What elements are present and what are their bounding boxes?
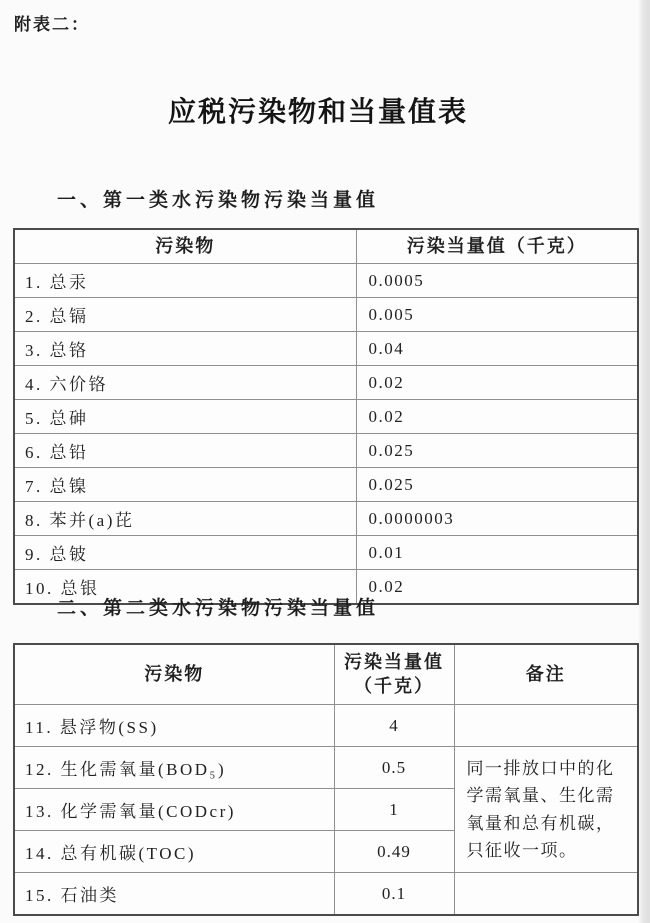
pollutant-name: 6. 总铅 [14,434,356,468]
table-row [14,747,638,789]
page-title: 应税污染物和当量值表 [167,97,468,128]
pollutant-name: 14. 总有机碳(TOC) [14,831,334,873]
page-edge-shadow [638,0,650,923]
equivalent-value: 0.025 [356,434,638,468]
pollutant-name: 9. 总铍 [14,536,356,570]
pollutant-name: 5. 总砷 [14,400,356,434]
equivalent-value: 0.1 [334,873,454,916]
equivalent-value-column-header [334,644,454,705]
pollutant-name: 4. 六价铬 [14,366,356,400]
equivalent-value: 0.005 [356,298,638,332]
pollutant-name: 8. 苯并(a)芘 [14,502,356,536]
annex-label: 附表二： [14,15,90,34]
table-row [14,705,638,747]
equivalent-value: 0.01 [356,536,638,570]
header-line-2: （千克） [354,675,434,696]
table-row [14,468,638,502]
class2-pollutants-table [13,643,639,916]
equivalent-value: 0.025 [356,468,638,502]
table-2-body [14,705,638,916]
equivalent-value: 1 [334,789,454,831]
pollutant-name: 10. 总银 [14,570,356,605]
pollutant-name: 7. 总镍 [14,468,356,502]
table-row [14,502,638,536]
remark-empty [454,705,638,747]
pollutant-column-header: 污染物 [14,644,334,705]
table-row [14,873,638,916]
equivalent-value-column-header: 污染当量值（千克） [356,229,638,264]
equivalent-value: 0.0000003 [356,502,638,536]
equivalent-value: 0.49 [334,831,454,873]
pollutant-name: 12. 生化需氧量(BOD₅) [14,747,334,789]
table-row [14,366,638,400]
table-row [14,332,638,366]
table-header-row [14,644,638,705]
section-1-heading: 一、第一类水污染物污染当量值 [57,190,380,211]
equivalent-value: 0.02 [356,366,638,400]
pollutant-column-header: 污染物 [14,229,356,264]
table-1-header [14,229,638,264]
remark-column-header: 备注 [454,644,638,705]
header-line-1: 污染当量值 [344,652,444,673]
table-header-row [14,229,638,264]
table-row [14,536,638,570]
equivalent-value: 0.5 [334,747,454,789]
table-row [14,264,638,298]
table-row [14,400,638,434]
pollutant-name: 11. 悬浮物(SS) [14,705,334,747]
remark-empty [454,873,638,916]
table-2-header [14,644,638,705]
pollutant-name: 1. 总汞 [14,264,356,298]
table-row [14,298,638,332]
table-row [14,434,638,468]
equivalent-value: 0.02 [356,400,638,434]
equivalent-value: 0.02 [356,570,638,605]
equivalent-value: 0.04 [356,332,638,366]
table-1-body [14,264,638,605]
equivalent-value: 4 [334,705,454,747]
class1-pollutants-table [13,228,639,605]
pollutant-name: 13. 化学需氧量(CODcr) [14,789,334,831]
section-2-heading: 二、第二类水污染物污染当量值 [57,598,380,619]
equivalent-value: 0.0005 [356,264,638,298]
pollutant-name: 3. 总铬 [14,332,356,366]
pollutant-name: 15. 石油类 [14,873,334,916]
remark-merged: 同一排放口中的化学需氧量、生化需氧量和总有机碳，只征收一项。 [454,747,638,873]
pollutant-name: 2. 总镉 [14,298,356,332]
